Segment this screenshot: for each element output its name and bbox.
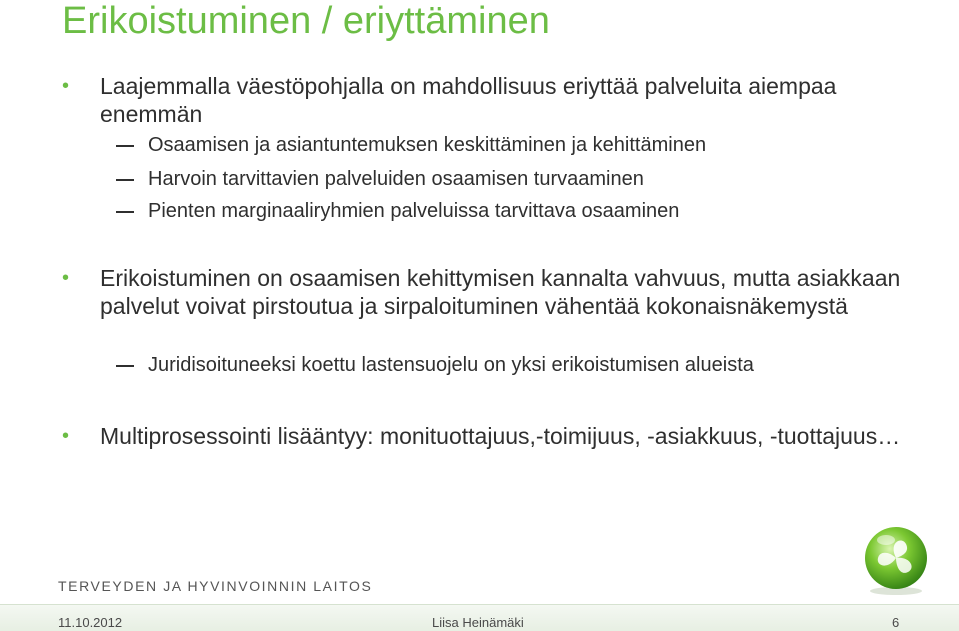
footer-date: 11.10.2012 — [58, 615, 123, 630]
green-sphere-logo-icon — [858, 520, 934, 596]
footer-author: Liisa Heinämäki — [432, 615, 524, 630]
dash-icon — [116, 179, 134, 181]
bullet-item — [62, 422, 920, 450]
sub-bullet-text: Harvoin tarvittavien palveluiden osaamisen turvaaminen — [148, 168, 644, 190]
bullet-text: Erikoistuminen on osaamisen kehittymisen kannalta vahvuus, mutta asiakkaan palvelut voivat pirstoutua ja sirpaloituminen vähentää kokonaisnäkemystä — [100, 265, 901, 319]
sub-bullet-text: Osaamisen ja asiantuntemuksen keskittäminen ja kehittäminen — [148, 134, 707, 156]
sub-bullet-item — [148, 198, 928, 224]
sub-bullet-item — [148, 166, 928, 192]
footer-bar — [0, 604, 959, 631]
dash-icon — [116, 365, 134, 367]
bullet-dot-icon: • — [62, 75, 70, 97]
bullet-item — [62, 264, 920, 320]
sub-bullet-item — [148, 132, 928, 158]
bullet-dot-icon: • — [62, 425, 70, 447]
sub-bullet-text: Pienten marginaaliryhmien palveluissa tarvittava osaaminen — [148, 200, 680, 222]
dash-icon — [116, 211, 134, 213]
bullet-text: Laajemmalla väestöpohjalla on mahdollisuus eriyttää palveluita aiempaa enemmän — [100, 73, 837, 127]
dash-icon — [116, 145, 134, 147]
slide-title: Erikoistuminen / eriyttäminen — [62, 0, 550, 42]
bullet-dot-icon: • — [62, 267, 70, 289]
sub-bullet-text: Juridisoituneeksi koettu lastensuojelu on yksi erikoistumisen alueista — [148, 354, 754, 376]
organization-name: TERVEYDEN JA HYVINVOINNIN LAITOS — [58, 578, 373, 594]
bullet-item — [62, 72, 920, 128]
sub-bullet-item — [148, 352, 928, 378]
page-number: 6 — [892, 615, 900, 630]
bullet-text: Multiprosessointi lisääntyy: monituottajuus,-toimijuus, -asiakkuus, -tuottajuus… — [100, 423, 901, 449]
